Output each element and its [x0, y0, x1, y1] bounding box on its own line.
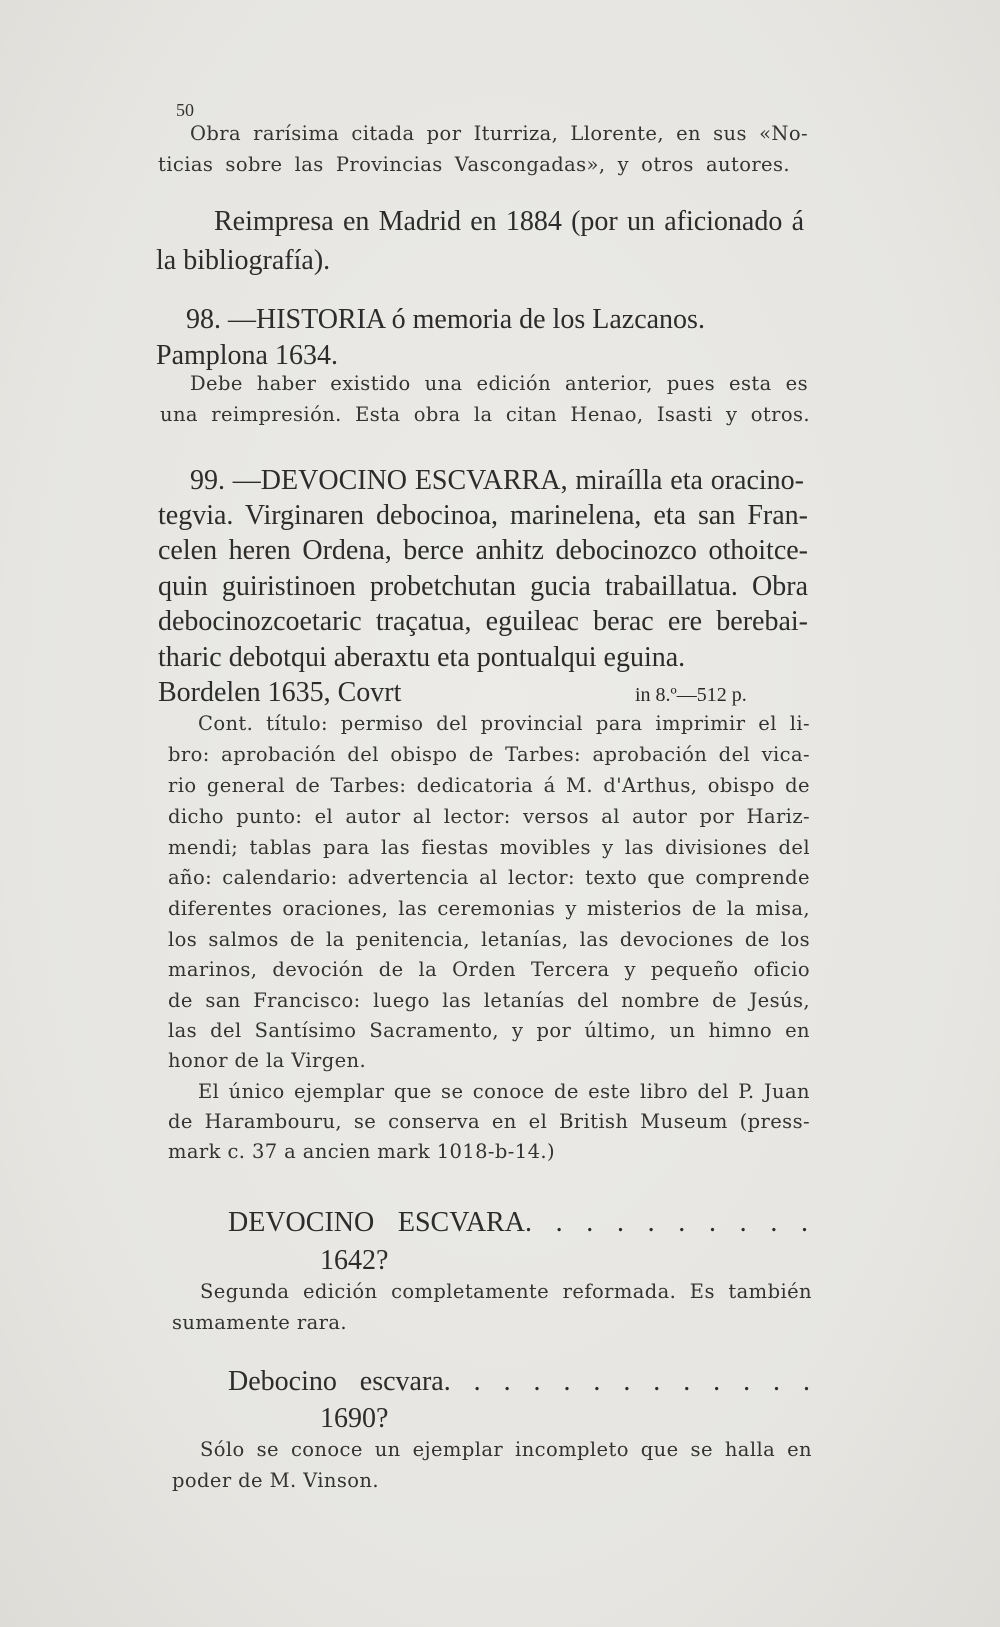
text-line: sumamente rara. — [172, 1311, 347, 1334]
text-line: Pamplona 1634. — [156, 340, 338, 371]
text-line: Sólo se conoce un ejemplar incompleto que se halla en — [200, 1438, 812, 1461]
text-line: dicho punto: el autor al lector: versos al autor por Hariz- — [168, 805, 810, 828]
text-line: celen heren Ordena, berce anhitz debocinozco othoitce- — [158, 535, 808, 566]
text-line: Debe haber existido una edición anterior, pues esta es — [190, 372, 808, 395]
imprint-line: Bordelen 1635, Covrt — [158, 677, 402, 708]
entry-heading-debocino-escvara: Debocino escvara. . . . . . . . . . . . . — [228, 1366, 810, 1397]
text-line: mark c. 37 a ancien mark 1018-b-14.) — [168, 1140, 556, 1163]
text-line: Reimpresa en Madrid en 1884 (por un aficionado á — [214, 206, 804, 237]
text-line: una reimpresión. Esta obra la citan Henao, Isasti y otros. — [160, 403, 810, 426]
entry-date: 1642? — [320, 1245, 389, 1276]
text-line: la bibliografía). — [156, 245, 331, 276]
format-pages: in 8.º—512 p. — [635, 684, 747, 706]
text-line: mendi; tablas para las fiestas movibles y las divisiones del — [168, 836, 810, 859]
text-line: tharic debotqui aberaxtu eta pontualqui eguina. — [158, 642, 686, 673]
text-line: año: calendario: advertencia al lector: texto que comprende — [168, 866, 810, 889]
text-line: Obra rarísima citada por Iturriza, Llorente, en sus «No- — [190, 122, 808, 145]
text-line: Segunda edición completamente reformada. Es también — [200, 1280, 812, 1303]
text-line: Cont. título: permiso del provincial para imprimir el li- — [198, 712, 810, 735]
text-line: diferentes oraciones, las ceremonias y misterios de la misa, — [168, 897, 810, 920]
page-number: 50 — [176, 100, 194, 120]
text-line: de Harambouru, se conserva en el British Museum (press- — [168, 1110, 810, 1133]
entry-date: 1690? — [320, 1403, 389, 1434]
entry-99-heading: 99. —DEVOCINO ESCVARRA, miraílla eta oracino- — [190, 465, 804, 496]
text-line: los salmos de la penitencia, letanías, las devociones de los — [168, 928, 810, 951]
text-line: las del Santísimo Sacramento, y por último, un himno en — [168, 1019, 810, 1042]
text-line: quin guiristinoen probetchutan gucia trabaillatua. Obra — [158, 571, 808, 602]
text-line: marinos, devoción de la Orden Tercera y pequeño oficio — [168, 958, 810, 981]
text-line: de san Francisco: luego las letanías del nombre de Jesús, — [168, 989, 810, 1012]
entry-98-heading: 98. —HISTORIA ó memoria de los Lazcanos. — [186, 304, 705, 335]
text-line: ticias sobre las Provincias Vascongadas», y otros autores. — [158, 153, 790, 176]
text-line: tegvia. Virginaren debocinoa, marinelena, eta san Fran- — [158, 500, 808, 531]
text-line: rio general de Tarbes: dedicatoria á M. d'Arthus, obispo de — [168, 774, 810, 797]
text-line: bro: aprobación del obispo de Tarbes: aprobación del vica- — [168, 743, 810, 766]
text-line: El único ejemplar que se conoce de este libro del P. Juan — [198, 1080, 810, 1103]
text-line: debocinozcoetaric traçatua, eguileac berac ere berebai- — [158, 606, 808, 637]
text-line: honor de la Virgen. — [168, 1049, 367, 1072]
text-line: poder de M. Vinson. — [172, 1469, 379, 1492]
entry-heading-devocino-escvara: DEVOCINO ESCVARA. . . . . . . . . . — [228, 1207, 808, 1238]
